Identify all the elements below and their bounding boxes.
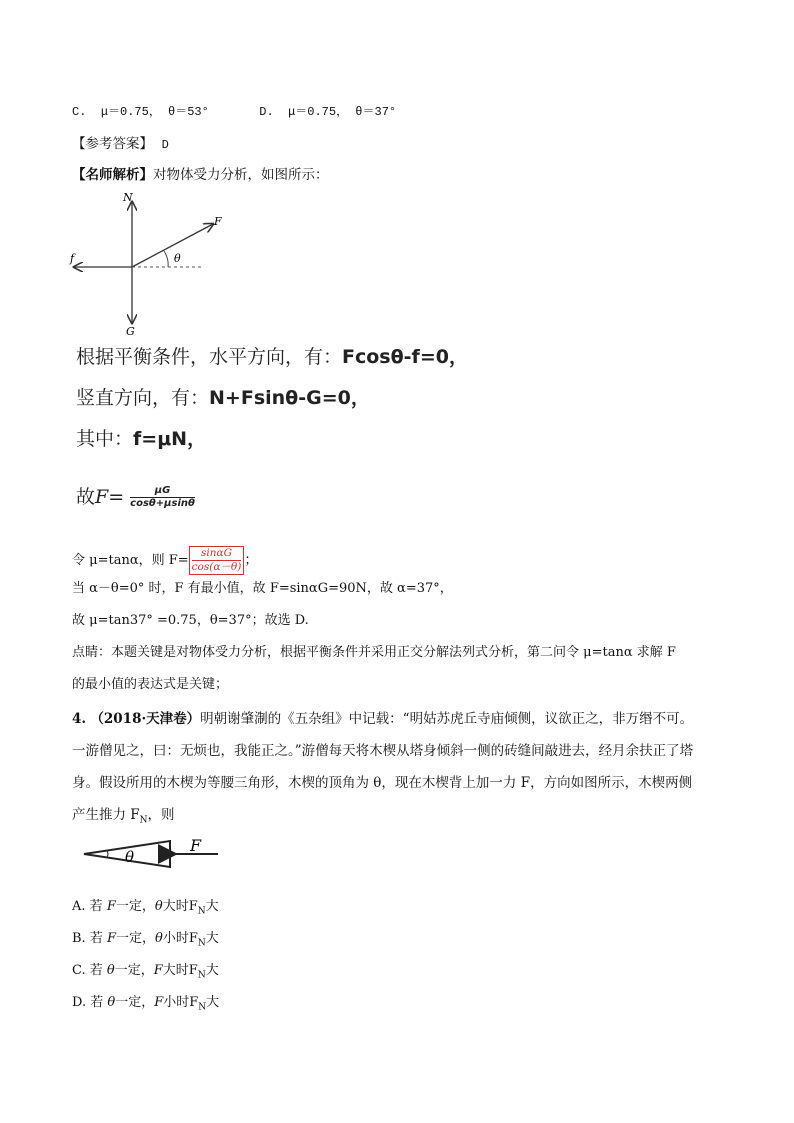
- option-b-var1: F: [106, 931, 116, 946]
- option-b-label: B.: [72, 931, 86, 946]
- eq4-var: F: [95, 486, 109, 508]
- eq4-prefix: 故: [76, 486, 96, 508]
- let-suffix: ；: [244, 552, 258, 568]
- angle-arc: [164, 251, 168, 267]
- reference-answer: [72, 135, 169, 154]
- option-b-fn: F: [188, 931, 198, 946]
- equation-friction: [76, 427, 206, 451]
- option-d-q4-fn: F: [189, 995, 199, 1010]
- option-d-q4-pre: 若: [90, 995, 108, 1010]
- option-a-post: 大时: [162, 899, 189, 914]
- let-fraction: [189, 546, 245, 575]
- option-c-q4: [72, 962, 219, 985]
- question-4-line-1: [72, 710, 693, 728]
- option-a-fn: F: [188, 899, 198, 914]
- option-a-var2: θ: [154, 899, 163, 914]
- label-n: N: [123, 191, 133, 204]
- option-c-q4-mid: 一定，: [114, 963, 154, 978]
- comment-line-2: 的最小值的表达式是关键；: [72, 677, 229, 692]
- option-a-label: A.: [72, 899, 86, 914]
- answer-value: D: [161, 138, 169, 152]
- eq4-numerator: μG: [130, 485, 195, 498]
- option-d-label: D.: [259, 105, 274, 119]
- eq1-text: 根据平衡条件，水平方向，有：: [76, 346, 343, 368]
- eq1-formula: Fcosθ-f=0，: [342, 346, 468, 368]
- question-4-line-4: [72, 806, 175, 830]
- option-a-mid: 一定，: [115, 899, 155, 914]
- q4-source: （2018·天津卷）: [90, 711, 201, 727]
- option-b-var2: θ: [155, 931, 163, 946]
- option-b-post: 小时: [162, 931, 189, 946]
- option-d-q4: [72, 994, 219, 1017]
- label-theta: θ: [174, 252, 181, 265]
- option-d-q4-mid: 一定，: [115, 995, 155, 1010]
- option-d-q4-end: 大: [206, 995, 220, 1010]
- question-4-line-3: 身。假设所用的木楔为等腰三角形，木楔的顶角为 θ，现在木楔背上加一力 F，方向如图所示，木楔两侧: [72, 775, 693, 791]
- option-b: [72, 930, 219, 953]
- option-c-q4-var2: F: [153, 963, 163, 978]
- q4-text-4b: ，则: [147, 807, 175, 823]
- let-denominator: cos(α－θ): [191, 561, 242, 573]
- answer-options-cd: [72, 103, 396, 121]
- wedge-theta-label: θ: [125, 848, 135, 866]
- option-c-q4-var1: θ: [106, 963, 115, 978]
- q4-number: 4.: [72, 711, 87, 727]
- option-d-q4-label: D.: [72, 995, 87, 1010]
- comment-line-1: 点睛：本题关键是对物体受力分析，根据平衡条件并采用正交分解法列式分析，第二问令 μ=tanα 求解 F: [72, 645, 676, 660]
- option-c-theta: θ＝53°: [168, 105, 209, 119]
- label-f-force: F: [214, 215, 222, 228]
- answer-label: 【参考答案】: [72, 136, 153, 152]
- option-c-q4-sub: N: [197, 970, 206, 981]
- equation-vertical: [76, 386, 370, 410]
- option-d-mu: μ＝0.75，: [288, 105, 349, 119]
- wedge-diagram: [80, 836, 230, 876]
- option-d-q4-post: 小时: [163, 995, 190, 1010]
- let-prefix: 令 μ=tanα，则 F=: [72, 553, 189, 568]
- option-d-q4-var2: F: [154, 995, 164, 1010]
- q4-text-4a: 产生推力 F: [72, 807, 140, 823]
- conclusion-line: 故 μ=tan37° =0.75，θ=37°；故选 D.: [72, 613, 309, 628]
- eq3-formula: f=μN，: [133, 428, 207, 450]
- wedge-f-label: F: [190, 836, 202, 855]
- eq2-text: 竖直方向，有：: [76, 387, 210, 409]
- option-c-mu: μ＝0.75，: [100, 105, 161, 119]
- q4-sub: N: [139, 815, 148, 826]
- option-b-end: 大: [205, 931, 219, 946]
- minimum-condition-line: 当 α－θ=0° 时，F 有最小值，故 F=sinαG=90N，故 α=37°，: [72, 581, 453, 596]
- option-c-q4-pre: 若: [89, 963, 107, 978]
- option-c-q4-end: 大: [205, 963, 219, 978]
- analysis-text: 对物体受力分析，如图所示：: [153, 167, 329, 183]
- analysis-label: 【名师解析】: [72, 167, 153, 183]
- let-numerator: sinαG: [192, 547, 242, 561]
- option-a-sub: N: [197, 906, 206, 917]
- option-c-q4-post: 大时: [162, 963, 189, 978]
- option-a-var1: F: [106, 899, 116, 914]
- eq4-equals: =: [108, 486, 125, 508]
- option-c-q4-label: C.: [72, 963, 86, 978]
- q4-text-1: 明朝谢肇淛的《五杂组》中记载：“明姑苏虎丘寺庙倾侧，议欲正之，非万缗不可。: [200, 711, 694, 727]
- let-substitution-line: [72, 546, 258, 575]
- option-a-end: 大: [205, 899, 219, 914]
- eq3-text: 其中：: [76, 428, 134, 450]
- option-d-theta: θ＝37°: [355, 105, 397, 119]
- option-d-q4-sub: N: [198, 1002, 207, 1013]
- label-g: G: [126, 325, 135, 338]
- option-b-sub: N: [197, 938, 206, 949]
- equation-result: [76, 482, 195, 512]
- option-b-pre: 若: [89, 931, 107, 946]
- option-b-mid: 一定，: [116, 931, 156, 946]
- question-4-line-2: 一游僧见之，曰：无烦也，我能正之。”游僧每天将木楔从塔身倾斜一侧的砖缝间敲进去，经月余扶正了塔: [72, 743, 694, 759]
- option-d-q4-var1: θ: [107, 995, 116, 1010]
- eq4-denominator: cosθ+μsinθ: [130, 498, 195, 509]
- analysis-heading: [72, 166, 329, 184]
- equation-horizontal: [76, 345, 468, 369]
- applied-force-arrow: [132, 224, 213, 267]
- option-c-q4-fn: F: [188, 963, 198, 978]
- option-a: [72, 898, 219, 921]
- eq4-fraction: [130, 485, 195, 510]
- force-diagram: [66, 190, 222, 340]
- label-friction: f: [70, 252, 75, 265]
- option-a-pre: 若: [89, 899, 107, 914]
- option-c-label: C.: [72, 105, 87, 119]
- eq2-formula: N+Fsinθ-G=0，: [209, 387, 370, 409]
